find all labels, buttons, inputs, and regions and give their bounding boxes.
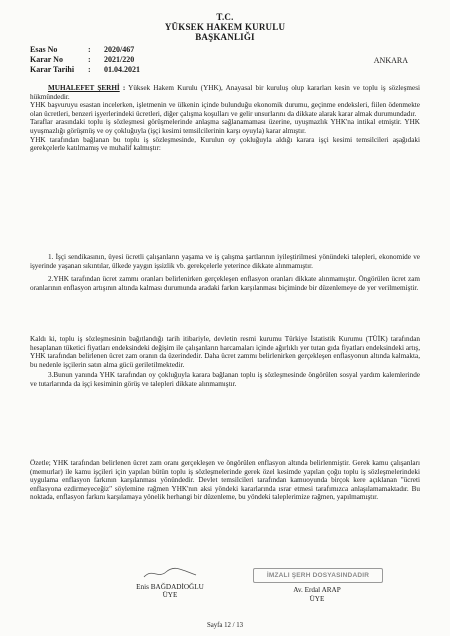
separator: : — [88, 55, 91, 64]
header-department: BAŞKANLIĞI — [195, 32, 255, 42]
item-2: 2.YHK tarafından ücret zammı oranları belirlenirken gerçekleşen enflasyon oranları dikkate alınmamıştır. Öngörülen ücret zam oranlarının enflasyon artışının altında kalması durumunda aradaki farkın karşılanması biçiminde bir düzenlemeye de yer verilmemiştir. — [30, 275, 420, 292]
esas-label: Esas No — [30, 45, 58, 54]
section-title: MUHALEFET ŞERHİ — [48, 84, 120, 92]
opinion-summary — [30, 459, 420, 502]
item-3: 3.Bunun yanında YHK tarafından oy çokluğuyla karara bağlanan toplu iş sözleşmesinde öngörülen sosyal yardım kalemlerinde ve tutarlarında da işçi kesiminin görüş ve talepleri dikkate alınmamıştır. — [30, 371, 420, 388]
opinion-body — [30, 84, 420, 153]
separator: : — [88, 65, 91, 74]
opinion-items-b — [30, 335, 420, 389]
esas-value: 2020/467 — [104, 45, 135, 54]
paragraph-3: Taraflar arasındaki toplu iş sözleşmesi görüşmelerinde anlaşma sağlanamaması üzerine, uyuşmazlık YHK'na intikal etmiştir. YHK uyuşmazlığı görüşmüş ve oy çokluğuyla (işçi kesimi temsilcilerinin karşı oyuyla) karar almıştır. — [30, 118, 420, 135]
signer-left-role: ÜYE — [162, 591, 178, 600]
page-number: Sayfa 12 / 13 — [206, 622, 244, 629]
item-1: 1. İşçi sendikasının, üyesi ücretli çalışanların yaşama ve iş çalışma şartlarının iyileştirilmesi yönündeki talepleri, ekonomide ve işyerinde yaşanan sıkıntılar, ülkede yaygın işsizlik vb. gerekçelerle yeterince dikkate alınmamıştır. — [30, 253, 420, 270]
paragraph-intro — [30, 84, 420, 101]
tarih-value: 01.04.2021 — [104, 65, 140, 74]
tarih-label: Karar Tarihi — [30, 65, 75, 74]
karar-label: Karar No — [30, 55, 63, 64]
signer-right-role: ÜYE — [309, 594, 325, 603]
header-tc: T.C. — [216, 12, 234, 22]
paragraph-1: Yüksek Hakem Kurulu (YHK), Anayasal bir kuruluş olup kararları kesin ve toplu iş sözleşmesi hükmündedir. — [30, 84, 420, 101]
signature-stamp: İMZALI ŞERH DOSYASINDADIR — [253, 568, 383, 583]
signature-right — [262, 586, 372, 603]
case-meta — [30, 45, 140, 75]
paragraph-4: YHK tarafından bağlanan bu toplu iş sözleşmesinde, Kurulun oy çokluğuyla aldığı karara işçi kesimi temsilcileri aşağıdaki gerekçelerle katılmamış ve muhalif kalmıştır: — [30, 135, 420, 153]
signature-left — [110, 566, 230, 600]
city: ANKARA — [373, 56, 408, 65]
paragraph-5: Kaldı ki, toplu iş sözleşmesinin bağıtlandığı tarih itibariyle, devletin resmi kurumu Türkiye İstatistik Kurumu (TÜİK) tarafından hesaplanan tüketici fiyatları endeksindeki değişim ile çalışanların harcamaları içinde ağırlıklı yer tutan gıda fiyatları endeksindeki artış, YHK tarafından belirlenen ücret zam oranın da üzerindedir. Daha ücret zammı belirlenirken gerçekleşen enflasyonun altında kalmakta, bu nedenle işçilerin satın alma gücü geriletilmektedir. — [30, 335, 420, 369]
header-institution: YÜKSEK HAKEM KURULU — [164, 22, 286, 32]
paragraph-6: Özetle; YHK tarafından belirlenen ücret zam oranı gerçekleşen ve öngörülen enflasyon altında belirlenmiştir. Gerek kamu çalışanları (memurlar) ile kamu işçileri için yapılan bütün toplu iş sözleşmelerinde gerek özel kesimde yapılan çoğu toplu iş sözleşmelerindeki uygulama enflasyon farkının karşılanması yönündedir. Devlet temsilcileri tarafından kamuoyunda birçok kere açıklanan "ücreti enflasyona ezdirmeyeceğiz" söylemine rağmen YHK'nın aksi yöndeki kararlarında ısrar etmesi tarafımızca anlaşılamamaktadır. Bu noktada, enflasyon farkını karşılamaya yönelik herhangi bir düzenleme, bu yöndeki taleplerimize rağmen, yapılmamıştır. — [30, 459, 420, 502]
handwritten-signature-icon — [140, 566, 200, 580]
karar-value: 2021/220 — [104, 55, 135, 64]
signer-left-name: Enis BAĞDADİOĞLU — [136, 582, 204, 591]
signer-right-name: Av. Erdal ARAP — [293, 586, 341, 594]
separator: : — [88, 45, 91, 54]
opinion-items-a — [30, 253, 420, 292]
section-title-colon: : — [119, 84, 126, 92]
paragraph-2: YHK başvuruyu esastan incelerken, işletmenin ve ülkenin içinde bulunduğu ekonomik durumu, geçinme endeksleri, fiilen ödenmekte olan ücretleri, benzeri işyerlerindeki ücretleri, diğer çalışma koşulları ve gelir unsurlarını da dikkate alarak karar almak durumundadır. — [30, 101, 420, 118]
